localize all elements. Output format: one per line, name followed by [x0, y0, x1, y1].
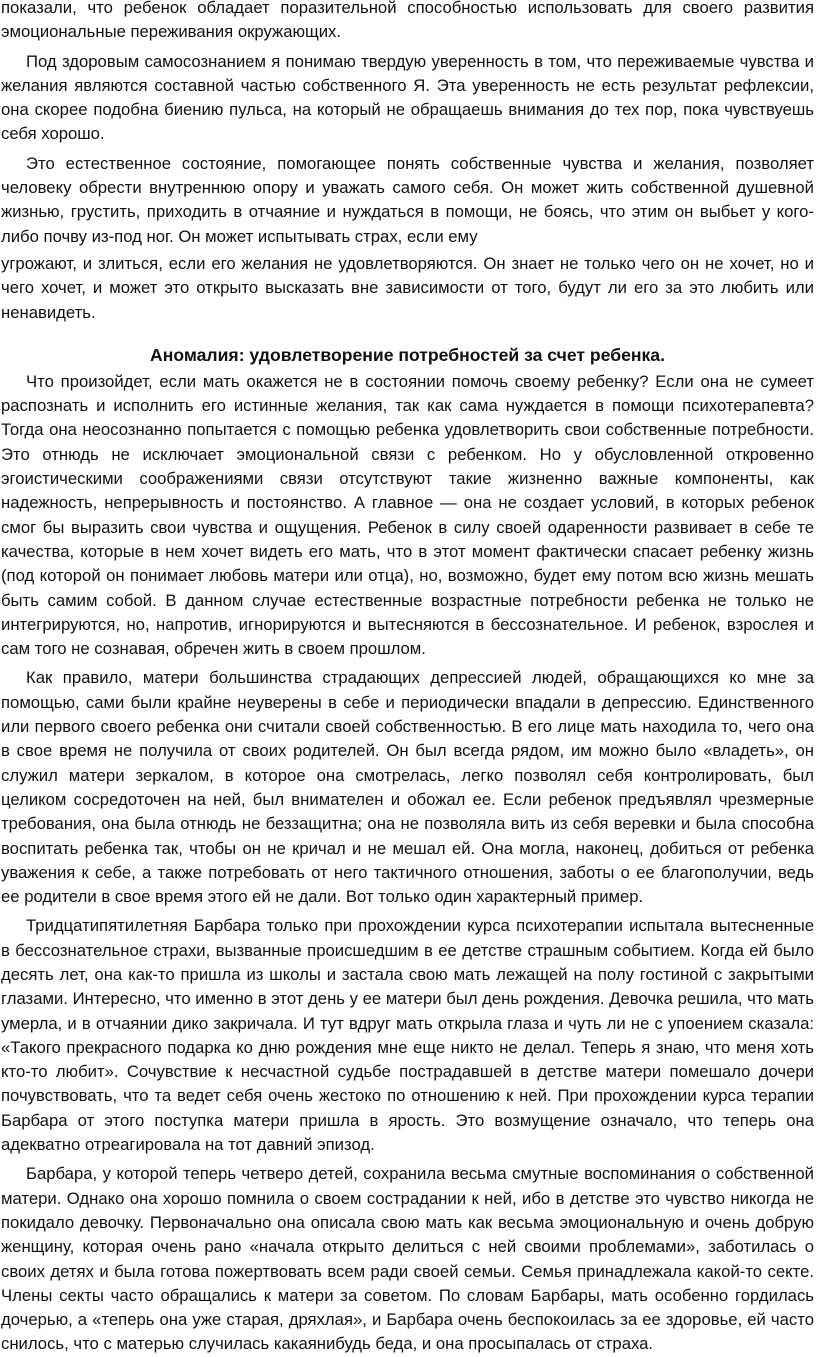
paragraph: Что произойдет, если мать окажется не в состоянии помочь своему ребенку? Если она не сумеет распознать и исполнить его истинные желания, так как сама нуждается в помощи психотерапевта? Тогда она неосознанно попытается с помощью ребенка удовлетворить свои собственные потребности. Это отнюдь не исключает эмоциональной связи с ребенком. Но у обусловленной откровенно эгоистическими соображениями связи отсутствуют такие жизненно важные компоненты, как надежность, непрерывность и постоянство. А главное — она не создает условий, в которых ребенок смог бы выразить свои чувства и ощущения. Ребенок в силу своей одаренности развивает в себе те качества, которые в нем хочет видеть его мать, что в этот момент фактически спасает ребенку жизнь (под которой он понимает любовь матери или отца), но, возможно, будет ему потом всю жизнь мешать быть самим собой. В данном случае естественные возрастные потребности ребенка не только не интегрируются, но, напротив, игнорируются и вытесняются в бессознательное. И ребенок, взрослея и сам того не сознавая, обречен жить в своем прошлом.	[1, 371, 814, 659]
paragraph: показали, что ребенок обладает поразительной способностью использовать для своего развития эмоциональные переживания окружающих.	[1, 0, 814, 42]
section-heading: Аномалия: удовлетворение потребностей за счет ребенка.	[150, 344, 665, 365]
paragraph: Барбара, у которой теперь четверо детей, сохранила весьма смутные воспоминания о собственной матери. Однако она хорошо помнила о своем сострадании к ней, ибо в детстве это чувство никогда не покидало девочку. Первоначально она описала свою мать как весьма эмоциональную и очень добрую женщину, которая очень рано «начала открыто делиться с ней своими проблемами», заботилась о своих детях и была готова пожертвовать всем ради своей семьи. Семья принадлежала какой-то секте. Члены секты часто обращались к матери за советом. По словам Барбары, мать особенно гордилась дочерью, а «теперь она уже старая, дряхлая», и Барбара очень беспокоилась за ее здоровье, ей часто снилось, что с матерью случилась какаянибудь беда, и она просыпалась от страха.	[1, 1164, 814, 1354]
paragraph: Как правило, матери большинства страдающих депрессией людей, обращающихся ко мне за помощью, сами были крайне неуверены в себе и периодически впадали в депрессию. Единственного или первого своего ребенка они считали своей собственностью. В его лице мать находила то, чего она в свое время не получила от своих родителей. Он был всегда рядом, им можно было «владеть», он служил матери зеркалом, в которое она смотрелась, легко позволял себя контролировать, был целиком сосредоточен на ней, был внимателен и обожал ее. Если ребенок предъявлял чрезмерные требования, она была отнюдь не беззащитна; она не позволяла вить из себя веревки и была способна воспитать ребенка так, чтобы он не кричал и не мешал ей. Она могла, наконец, добиться от ребенка уважения к себе, а также потребовать от него тактичного отношения, заботы о ее благополучии, ведь ее родители в свое время этого ей не дали. Вот только один характерный пример.	[1, 668, 814, 907]
paragraph: Тридцатипятилетняя Барбара только при прохождении курса психотерапии испытала вытесненные в бессознательное страхи, вызванные происшедшим в ее детстве страшным событием. Когда ей было десять лет, она как-то пришла из школы и застала свою мать лежащей на полу гостиной с закрытыми глазами. Интересно, что именно в этот день у ее матери был день рождения. Девочка решила, что мать умерла, и в отчаянии дико закричала. И тут вдруг мать открыла глаза и чуть ли не с упоением сказала: «Такого прекрасного подарка ко дню рождения мне еще никто не делал. Теперь я знаю, что меня хоть кто-то любит». Сочувствие к несчастной судьбе пострадавшей в детстве матери помешало дочери почувствовать, что та ведет себя очень жестоко по отношению к ней. При прохождении курса терапии Барбара от этого поступка матери пришла в ярость. Это возмущение означало, что теперь она адекватно отреагировала на тот давний эпизод.	[1, 916, 814, 1155]
paragraph: угрожают, и злиться, если его желания не удовлетворяются. Он знает не только чего он не хочет, но и чего хочет, и может это открыто высказать вне зависимости от того, будут ли его за это любить или ненавидеть.	[1, 253, 814, 322]
paragraph: Это естественное состояние, помогающее понять собственные чувства и желания, позволяет человеку обрести внутреннюю опору и уважать самого себя. Он может жить собственной душевной жизнью, грустить, приходить в отчаяние и нуждаться в помощи, не боясь, что этим он выбьет у кого-либо почву из-под ног. Он может испытывать страх, если ему	[1, 153, 814, 246]
paragraph: Под здоровым самосознанием я понимаю твердую уверенность в том, что переживаемые чувства и желания являются составной частью собственного Я. Эта уверенность не есть результат рефлексии, она скорее подобна биению пульса, на который не обращаешь внимания до тех пор, пока чувствуешь себя хорошо.	[1, 51, 814, 144]
